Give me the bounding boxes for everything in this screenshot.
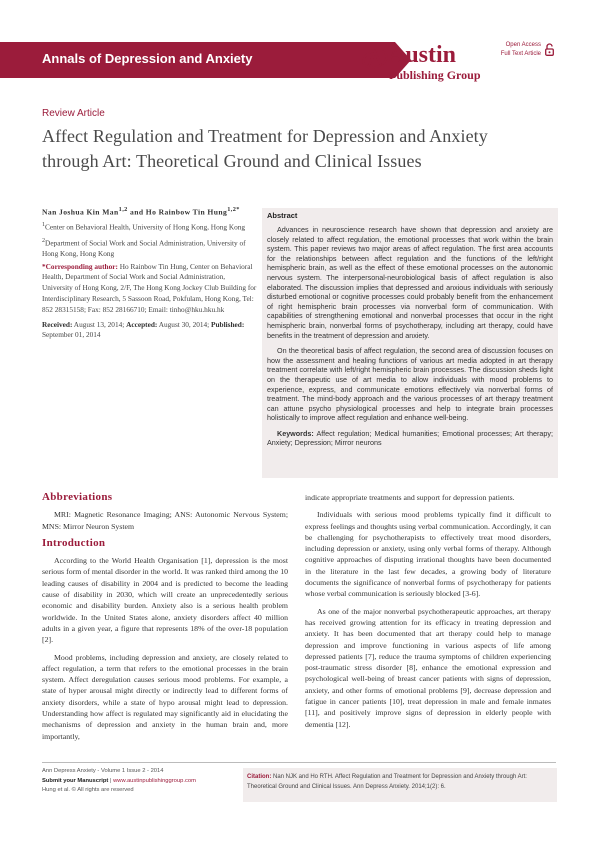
article-title: Affect Regulation and Treatment for Depression and Anxiety through Art: Theoretical Ground and Clinical Issues — [42, 126, 488, 171]
article-dates: Received: August 13, 2014; Accepted: August 30, 2014; Published: September 01, 2014 — [42, 319, 245, 340]
open-access-label — [501, 41, 541, 59]
article-type: Review Article — [42, 108, 105, 119]
body-paragraph: indicate appropriate treatments and support for depression patients. — [305, 493, 515, 502]
body-paragraph: As one of the major nonverbal psychotherapeutic approaches, art therapy has received growing attention for its efficacy in treating depression and anxiety. It has been documented that art therapy could help to manage depression and improve functioning in various aspects of life among depressed patients [7], reduce the trauma symptoms of children experiencing post-traumatic stress disorder [8], enhance the emotional expression and psychological well-being of breast cancer patients with signs of depression, anxiety, and other forms of emotional problems [9], decrease depression and fatigue in cancer patients [10], treat depression in male and female inmates [11], and positively improve signs of depression in elderly people with dementia [12]. — [305, 606, 551, 729]
introduction-heading: Introduction — [42, 536, 106, 549]
brand-name: Austin — [388, 42, 457, 68]
footer-divider — [42, 762, 556, 763]
affiliation-1: $^1$Center on Behavioral Health, University of Hong Kong, Hong Kong — [42, 222, 246, 232]
body-column-left — [42, 492, 288, 748]
author-list: Nan Joshua Kin Man$^{1,2}$ and Ho Rainbow Tin Hung$^{1,2*}$ — [42, 206, 240, 217]
keywords: Keywords: Affect regulation; Medical humanities; Emotional processes; Art therapy; Anxiety; Depression; Mirror neurons — [267, 428, 553, 448]
abstract-paragraph: On the theoretical basis of affect regulation, the second area of discussion focuses on how the assessment and healing functions of various art media adopted in art therapy treatment correlate with left/right hemispheric brain processes. The discussion sheds light on the therapeutic use of art media to allow individuals with mood problems to experience, express, and communicate emotions effectively via nonverbal forms of treatment. The mind-body approach and the various processes of art therapy treatment can attune psycho physiological processes and help to integrate brain processes holistically to improve affect regulation and enhance well-being. — [267, 346, 553, 423]
body-column-right — [305, 492, 551, 736]
open-access-line2: Full Text Article — [500, 51, 541, 57]
abstract-heading: Abstract — [267, 211, 298, 220]
footer-journal-line: Ann Depress Anxiety - Volume 1 Issue 2 - 2014 — [42, 768, 164, 774]
abbreviations-text: MRI: Magnetic Resonance Imaging; ANS: Autonomic Nervous System; MNS: Mirror Neuron System — [42, 510, 288, 531]
footer-submit: Submit your Manuscript | www.austinpublishinggroup.com — [42, 777, 196, 784]
author-info — [42, 205, 257, 341]
footer-copyright: Hung et al. © All rights are reserved — [42, 787, 134, 793]
open-lock-icon — [545, 43, 554, 56]
abstract-body — [267, 225, 553, 454]
submit-link[interactable]: www.austinpublishinggroup.com — [113, 777, 196, 784]
affiliation-2: $^2$Department of Social Work and Social Administration, University of Hong Kong, Hong Kong — [42, 237, 246, 258]
body-paragraph: According to the World Health Organisation [1], depression is the most serious form of mental disorder in the world. It was ranked third among the 10 leading causes of disability in 2004 and is predicted to become the leading cause of disability in 2030, which will create an unprecedentedly serious economic and disability burden. Anxiety also is a serious health problem worldwide. In the United States alone, anxiety disorders affect 40 million adults in a given year, a figure that represents 18% of the over-18 population [2]. — [42, 556, 288, 645]
journal-name: Annals of Depression and Anxiety — [42, 51, 253, 66]
citation: Citation: Nan NJK and Ho RTH. Affect Regulation and Treatment for Depression and Anxiety through Art: Theoretical Ground and Clinical Issues. Ann Depress Anxiety. 2014;1(2): 6. — [247, 774, 527, 790]
body-paragraph: Individuals with serious mood problems typically find it difficult to express feelings and thoughts using verbal communication. Accordingly, it can be challenging for psychotherapists to effectively treat mood disorders, including depression or anxiety, using only verbal forms of therapy. Although cognitive approaches of disputing irrational thoughts have been documented in the literature in the last few decades, a growing body of literature documents the significance of nonverbal forms of psychotherapy for patients whose verbal communication is seriously blocked [3-6]. — [305, 510, 551, 599]
austin-logo-icon — [362, 47, 388, 71]
abstract-paragraph: Advances in neuroscience research have shown that depression and anxiety are closely related to affect regulation, the emotional processes that work within the brain system. This paper reviews two major areas of affect regulation. The first area accounts for the relationships between affect regulation and the functions of the left/right hemispheric brain, as well as the effect of these emotional processes on the autonomic nervous system. The interpersonal-neurobiological basis of affect regulation is also elaborated. The discussion implies that depressed and anxious individuals with seriously disturbed emotional or cognitive processes could probably benefit from the enhancement of right hemispheric brain processes via nonverbal form of communication. With capabilities of strengthening emotional and nonverbal processes that occur in the right hemispheric brain, nonverbal forms of psychotherapy, including art therapy, could have benefits in the treatment of depression and anxiety. — [267, 225, 553, 340]
footer-journal-info — [42, 767, 238, 796]
brand-subtitle: Publishing Group — [389, 68, 481, 82]
corresponding-author: *Corresponding author: Ho Rainbow Tin Hung, Center on Behavioral Health, Department of Social Work and Social Administration, University of Hong Kong, 2/F, The Hong Kong Jockey Club Building for Interdisciplinary Research, 5 Sassoon Road, Pokfulam, Hong Kong, Tel: 852 28315158; Fax: 852 28166710; Email: tinho@hku.hku.hk — [42, 261, 257, 314]
open-access-line1: Open Access — [505, 42, 541, 48]
body-paragraph: Mood problems, including depression and anxiety, are closely related to affect regulation, a term that refers to the emotional processes in the brain system. Affect deregulation causes serious mood problems. For example, a state of hyper arousal might directly or indirectly lead to different forms of anxiety disorders, while a state of hypo arousal might lead to depression. Understanding how affect is regulated may significantly aid in elucidating the mechanisms of depression and anxiety in the human brain and, more importantly, — [42, 652, 288, 741]
abbreviations-heading: Abbreviations — [42, 491, 113, 503]
